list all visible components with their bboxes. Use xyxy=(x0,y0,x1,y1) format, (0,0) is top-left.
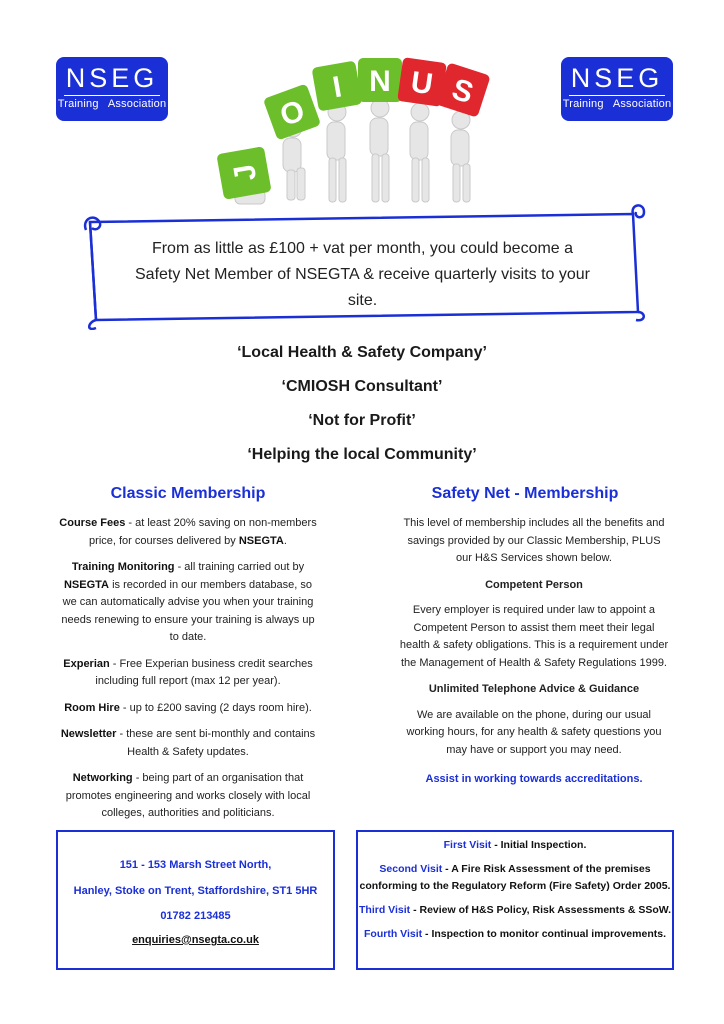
room-hire-label: Room Hire xyxy=(64,701,120,714)
course-fees-org: NSEGTA xyxy=(238,534,284,547)
safety-net-column xyxy=(398,515,670,798)
first-visit-text: - Initial Inspection. xyxy=(491,839,587,851)
networking-text: - being part of an organisation that promotes engineering and works closely with local colleges, authorities and politicians. xyxy=(65,772,311,819)
hero-letter-n: N xyxy=(369,65,391,98)
second-visit-text-2: conforming to the Regulatory Reform (Fire Safety) Order 2005. xyxy=(359,880,671,892)
experian-label: Experian xyxy=(63,657,110,670)
address-line-1: 151 - 153 Marsh Street North, xyxy=(119,859,272,871)
classic-title: Classic Membership xyxy=(110,485,266,502)
third-visit xyxy=(358,904,672,916)
training-org: NSEGTA xyxy=(63,578,110,591)
logo-subtitle: Training Association xyxy=(57,98,167,110)
course-fees-end: . xyxy=(283,534,287,547)
nseg-logo-left xyxy=(56,57,168,121)
competent-person-text: Every employer is required under law to appoint a Competent Person to assist them meet their legal health & safety obligations. This is a requirement under the Management of Health & Safety Regulations 1999. xyxy=(399,604,669,669)
telephone-advice-text: We are available on the phone, during our usual working hours, for any health & safety questions you may have or support you may need. xyxy=(406,708,662,756)
logo-name: NSEG xyxy=(65,63,159,93)
accreditations-text: Assist in working towards accreditations. xyxy=(425,773,643,785)
newsletter-text: - these are sent bi-monthly and contains Health & Safety updates. xyxy=(116,728,316,758)
email-link[interactable]: enquiries@nsegta.co.uk xyxy=(132,934,259,946)
join-us-illustration xyxy=(215,50,495,210)
third-visit-text: - Review of H&S Policy, Risk Assessments & SSoW. xyxy=(410,904,671,916)
safety-net-title: Safety Net - Membership xyxy=(431,485,619,502)
tagline: ‘CMIOSH Consultant’ xyxy=(281,378,443,395)
logo-subtitle: Training Association xyxy=(562,98,672,110)
telephone-advice-heading: Unlimited Telephone Advice & Guidance xyxy=(428,683,640,695)
banner-text xyxy=(110,236,615,314)
training-text: - all training carried out by xyxy=(174,561,305,573)
newsletter-label: Newsletter xyxy=(60,728,117,740)
phone-number[interactable]: 01782 213485 xyxy=(160,910,231,922)
hero-letter-j: J xyxy=(227,161,264,184)
experian-text: - Free Experian business credit searches including full report (max 12 per year). xyxy=(95,657,313,687)
training-label: Training Monitoring xyxy=(71,561,175,573)
room-hire-text: - up to £200 saving (2 days room hire). xyxy=(119,701,312,714)
logo-divider xyxy=(569,95,665,96)
tagline: ‘Helping the local Community’ xyxy=(247,446,477,463)
safety-intro: This level of membership includes all the benefits and savings provided by our Classic Membership, PLUS our H&S Services shown below. xyxy=(403,517,665,564)
course-fees-text: - at least 20% saving on non-members price, for courses delivered by xyxy=(89,517,317,547)
second-visit-text: - A Fire Risk Assessment of the premises xyxy=(442,863,651,875)
hero-letter-u: U xyxy=(408,65,435,102)
banner-line: Safety Net Member of NSEGTA & receive quarterly visits to your xyxy=(135,266,590,283)
networking-label: Networking xyxy=(72,772,133,784)
competent-person-heading: Competent Person xyxy=(485,578,583,591)
logo-divider xyxy=(64,95,160,96)
second-visit-label: Second Visit xyxy=(379,863,443,875)
classic-column xyxy=(58,515,318,832)
tagline: ‘Local Health & Safety Company’ xyxy=(237,344,487,361)
second-visit xyxy=(358,863,672,875)
tagline: ‘Not for Profit’ xyxy=(308,412,416,429)
first-visit-label: First Visit xyxy=(443,839,492,851)
third-visit-label: Third Visit xyxy=(359,904,411,916)
hero-letter-s: S xyxy=(447,72,478,111)
hero-letter-i: I xyxy=(330,70,345,105)
contact-box xyxy=(56,830,335,970)
logo-name: NSEG xyxy=(570,63,664,93)
fourth-visit xyxy=(358,928,672,940)
nseg-logo-right xyxy=(561,57,673,121)
visits-box xyxy=(356,830,674,970)
first-visit xyxy=(358,839,672,851)
fourth-visit-label: Fourth Visit xyxy=(364,928,423,940)
address-line-2: Hanley, Stoke on Trent, Staffordshire, ST1 5HR xyxy=(73,885,318,897)
training-text: is recorded in our members database, so we can automatically advise you when your training needs renewing to ensure your training is always up to date. xyxy=(61,578,315,643)
banner-line: site. xyxy=(347,292,378,309)
course-fees-label: Course Fees xyxy=(59,517,126,529)
fourth-visit-text: - Inspection to monitor continual improvements. xyxy=(422,928,666,940)
hero-letter-o: O xyxy=(275,93,310,133)
banner-line: From as little as £100 + vat per month, you could become a xyxy=(151,240,574,257)
